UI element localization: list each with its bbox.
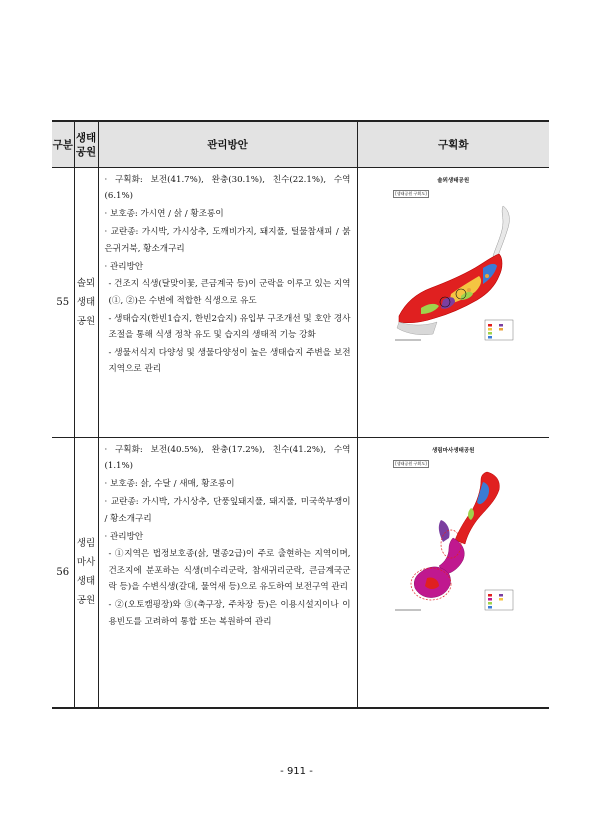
header-management: 관리방안	[98, 121, 357, 168]
invasive-species-text: · 교란종: 가시박, 가시상추, 단풍잎돼지풀, 돼지풀, 미국쑥부쟁이 / 황소개구리	[104, 497, 351, 524]
management-item: - 생태습지(한빈1습지, 한빈2습지) 유입부 구조개선 및 호안 경사조절을 통해 식생 정착 유도 및 습지의 생태적 기능 강화	[108, 313, 351, 341]
management-item: - ①지역은 법정보호종(삵, 멸종2급)이 주로 출현하는 지역이며, 건조지에 분포하는 식생(비수리군락, 참새귀리군락, 큰금계국군락 등)을 수변식생(갈대, 물억새 등)으로 유도하여 보전구역 관리	[108, 549, 351, 593]
map-image	[391, 176, 515, 344]
invasive-species-text: · 교란종: 가시박, 가시상추, 도깨비가지, 돼지풀, 털물참새피 / 붉은귀거북, 황소개구리	[104, 227, 351, 254]
map-title: 생림마사생태공원	[431, 448, 475, 454]
row-number: 55	[52, 168, 74, 438]
map-title: 솔뫼생태공원	[437, 178, 470, 184]
management-item: - 생물서식지 다양성 및 생물다양성이 높은 생태습지 주변을 보전지역으로 관리	[108, 348, 351, 375]
row-number: 56	[52, 438, 74, 708]
map-subtitle: [생태공원 구획도]	[395, 191, 427, 196]
zoning-ratio-text: · 구획화: 보전(41.7%), 완충(30.1%), 친수(22.1%), 수역(6.1%)	[104, 175, 351, 202]
zoning-map-cell	[357, 438, 549, 708]
header-park	[74, 121, 98, 168]
page-number: - 911 -	[280, 766, 313, 777]
map-subtitle: [생태공원 구획도]	[395, 461, 427, 466]
management-table	[52, 120, 549, 709]
management-cell	[98, 438, 357, 708]
protected-species-text: · 보호종: 삵, 수달 / 새매, 황조롱이	[104, 479, 235, 490]
management-cell	[98, 168, 357, 438]
header-park-line1: 생태	[75, 131, 97, 144]
park-name-line: 생림	[76, 538, 96, 550]
park-name	[74, 438, 98, 708]
zoning-map-cell	[357, 168, 549, 438]
park-name-line: 공원	[76, 595, 96, 607]
table-row	[52, 438, 549, 708]
management-item: - ②(오토캠핑장)와 ③(축구장, 주차장 등)은 이용시설지이나 이용빈도를 고려하여 통합 또는 복원하여 관리	[108, 600, 351, 627]
management-item: - 건조지 식생(달맞이꽃, 큰금계국 등)이 군락을 이루고 있는 지역(①, ②)은 수변에 적합한 식생으로 유도	[108, 279, 351, 306]
park-name-line: 공원	[76, 316, 96, 327]
management-heading: · 관리방안	[104, 531, 144, 542]
park-name-line: 생태	[76, 576, 96, 588]
park-name-line: 솔뫼	[76, 278, 96, 289]
header-zoning: 구획화	[357, 121, 549, 168]
management-heading: · 관리방안	[104, 261, 144, 272]
protected-species-text: · 보호종: 가시연 / 삵 / 황조롱이	[104, 209, 224, 220]
table-header-row	[52, 121, 549, 168]
zoning-map	[391, 446, 515, 614]
header-park-line2: 공원	[75, 145, 97, 158]
table-row	[52, 168, 549, 438]
zoning-ratio-text: · 구획화: 보전(40.5%), 완충(17.2%), 친수(41.2%), 수역(1.1%)	[104, 445, 351, 472]
zoning-map	[391, 176, 515, 344]
header-gubun: 구분	[52, 121, 74, 168]
park-name	[74, 168, 98, 438]
park-name-line: 마사	[76, 557, 96, 569]
map-image	[391, 446, 515, 614]
park-name-line: 생태	[76, 297, 96, 308]
